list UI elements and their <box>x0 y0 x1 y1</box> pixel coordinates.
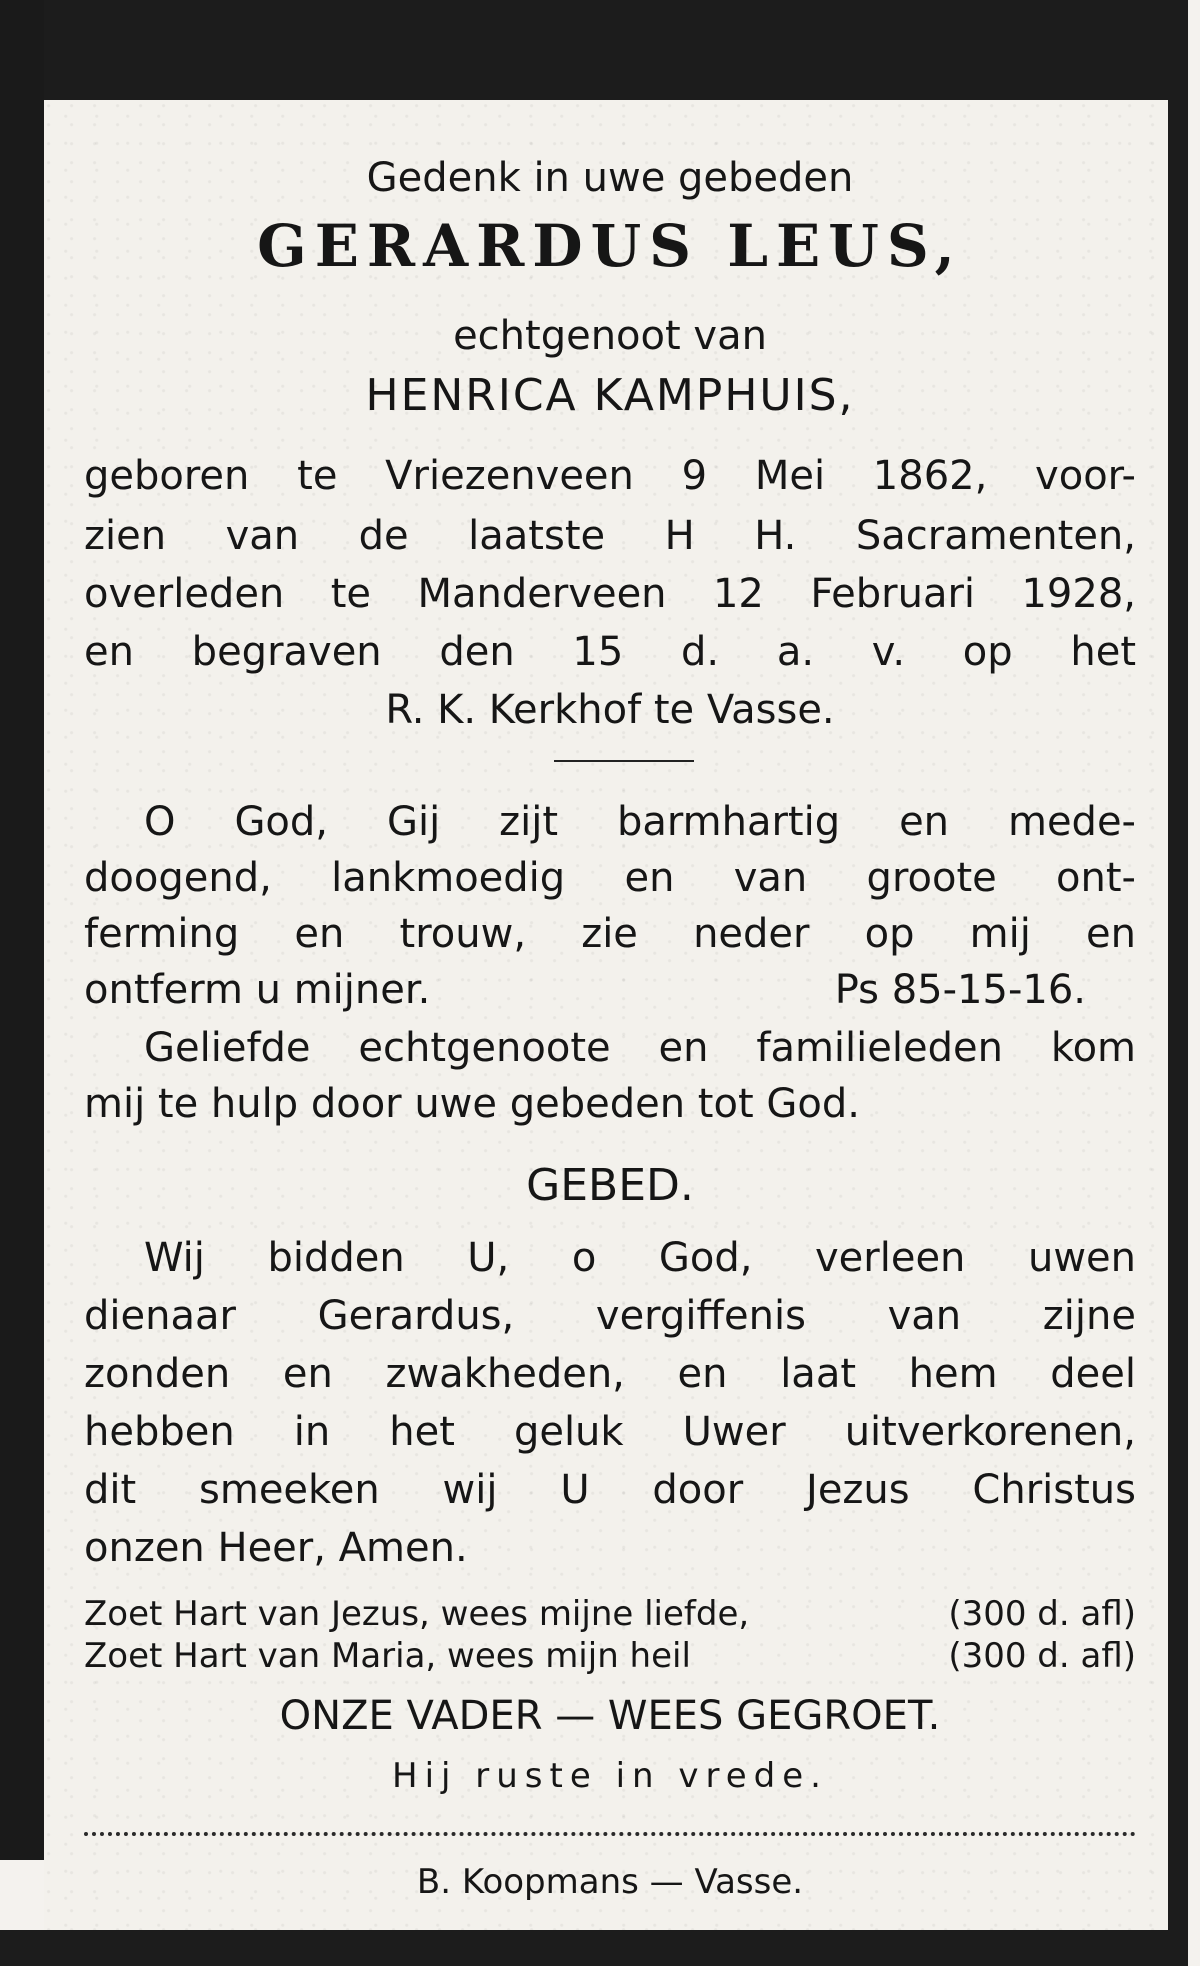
prayer-line-1: Wij bidden U, o God, verleen uwen <box>144 1235 1136 1281</box>
mourning-border-right <box>1168 0 1188 1966</box>
spouse-label: echtgenoot van <box>453 313 767 359</box>
printer-credit: B. Koopmans — Vasse. <box>416 1862 804 1902</box>
prayer-line-2: dienaar Gerardus, vergiffenis van zijne <box>84 1293 1136 1339</box>
psalm-line-3: ferming en trouw, zie neder op mij en <box>84 911 1136 957</box>
aspiration-1-text: Zoet Hart van Jezus, wees mijne liefde, <box>84 1594 750 1634</box>
psalm-line-2: doogend, lankmoedig en van groote ont- <box>84 855 1136 901</box>
aspiration-2 <box>84 1636 1136 1676</box>
mourning-border-left <box>0 0 44 1860</box>
prayer-heading: GEBED. <box>526 1160 694 1211</box>
deceased-name: GERARDUS LEUS, <box>257 212 963 280</box>
spouse-name: HENRICA KAMPHUIS, <box>365 370 855 421</box>
bio-line-2: zien van de laatste H H. Sacramenten, <box>84 513 1136 559</box>
psalm-last-text: ontferm u mijner. <box>84 967 431 1013</box>
rest-in-peace: Hij ruste in vrede. <box>392 1756 828 1796</box>
psalm-line-4 <box>84 964 1136 1016</box>
dotted-divider <box>84 1832 1136 1836</box>
bio-line-5: R. K. Kerkhof te Vasse. <box>385 687 835 733</box>
psalm-reference: Ps 85-15-16. <box>834 967 1086 1013</box>
prayer-line-4: hebben in het geluk Uwer uitverkorenen, <box>84 1409 1136 1455</box>
bio-line-4: en begraven den 15 d. a. v. op het <box>84 629 1136 675</box>
mourning-border-bottom <box>0 1930 1185 1966</box>
intro-line: Gedenk in uwe gebeden <box>366 155 854 201</box>
bio-line-1: geboren te Vriezenveen 9 Mei 1862, voor- <box>84 453 1136 499</box>
prayer-line-5: dit smeeken wij U door Jezus Christus <box>84 1467 1136 1513</box>
card-body <box>44 100 1168 1930</box>
family-line-2: mij te hulp door uwe gebeden tot God. <box>84 1081 860 1127</box>
aspiration-1-indulgence: (300 d. afl) <box>948 1594 1136 1634</box>
mourning-border-top <box>0 0 1185 100</box>
prayer-line-3: zonden en zwakheden, en laat hem deel <box>84 1351 1136 1397</box>
prayer-line-6: onzen Heer, Amen. <box>84 1525 468 1571</box>
section-divider <box>554 760 694 762</box>
closing-prayers: ONZE VADER — WEES GEGROET. <box>279 1693 941 1739</box>
bio-line-3: overleden te Manderveen 12 Februari 1928, <box>84 571 1136 617</box>
aspiration-1 <box>84 1594 1136 1634</box>
aspiration-2-text: Zoet Hart van Maria, wees mijn heil <box>84 1636 691 1676</box>
family-line-1: Geliefde echtgenoote en familieleden kom <box>144 1025 1136 1071</box>
psalm-line-1: O God, Gij zijt barmhartig en mede- <box>144 799 1136 845</box>
aspiration-2-indulgence: (300 d. afl) <box>948 1636 1136 1676</box>
